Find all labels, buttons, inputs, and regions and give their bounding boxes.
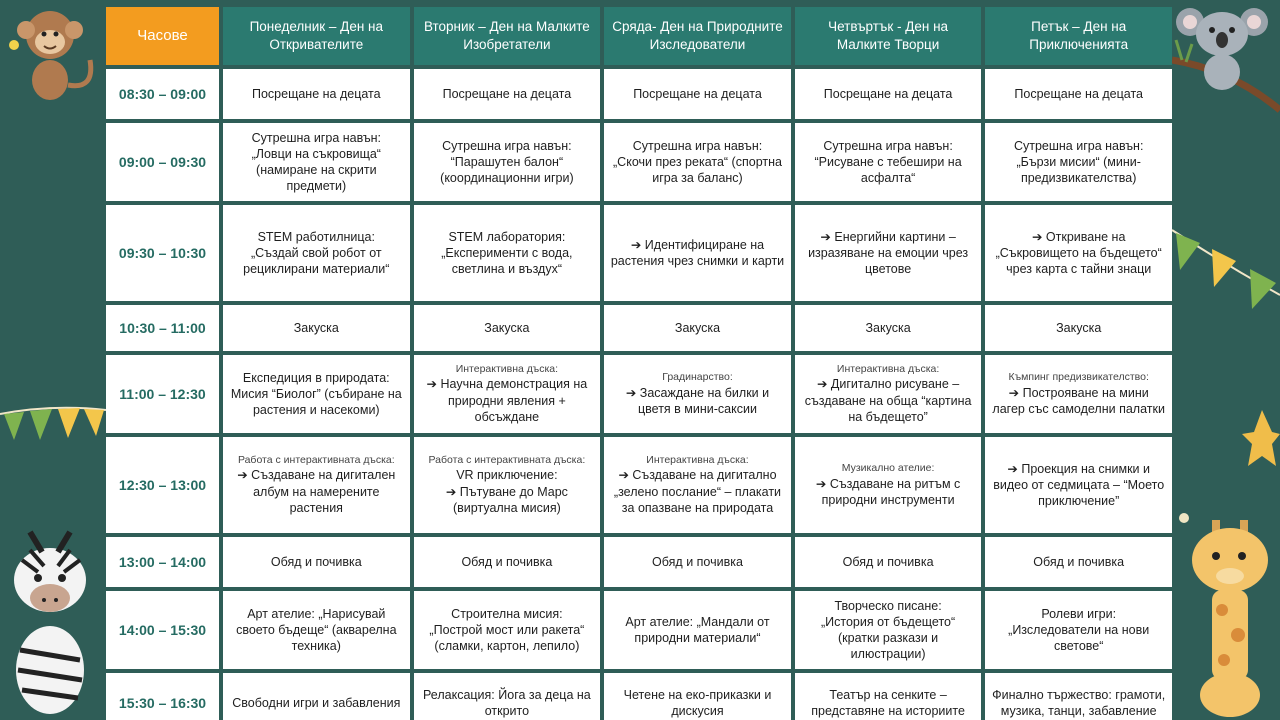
bunting-icon: [1172, 225, 1280, 335]
activity-text: Закуска: [484, 320, 530, 335]
activity-text: Закуска: [293, 320, 339, 335]
activity-text: ➔ Откриване на „Съкровището на бъдещето“ чрез карта с тайни знаци: [995, 229, 1162, 277]
activity-cell: [414, 673, 601, 720]
activity-text: VR приключение:: [456, 468, 558, 483]
activity-cell: [414, 537, 601, 587]
activity-text: Свободни игри и забавления: [232, 695, 401, 710]
activity-text: Театър на сенките – представяне на историите: [811, 687, 965, 718]
time-column-header: Часове: [106, 7, 219, 65]
activity-text: ➔ Проекция на снимки и видео от седмицата – “Моето приключение”: [993, 461, 1165, 509]
activity-text: „Създай свой робот от рециклирани материали“: [243, 245, 390, 277]
activity-text: ➔ Създаване на ритъм с природни инструменти: [815, 476, 961, 507]
activity-text: ➔ Научна демонстрация на природни явления + обсъждане: [426, 377, 588, 424]
activity-subtitle: Градинарство:: [662, 370, 733, 383]
activity-subtitle: Музикално ателие:: [841, 461, 935, 474]
activity-text: ➔ Дигитално рисуване – създаване на обща “картина на бъдещето”: [804, 377, 972, 424]
time-slot: 09:30 – 10:30: [106, 205, 219, 301]
time-slot: 14:00 – 15:30: [106, 591, 219, 669]
activity-text: Сутрешна игра навън:: [1013, 138, 1144, 153]
activity-text: ➔ Създаване на дигитален албум на намерените растения: [237, 468, 396, 515]
activity-text: “Рисуване с тебешири на асфалта“: [814, 154, 962, 186]
activity-cell: [223, 591, 410, 669]
activity-cell: [414, 205, 601, 301]
activity-text: Сутрешна игра навън:: [632, 138, 763, 153]
activity-cell: [223, 355, 410, 433]
activity-cell: [604, 355, 791, 433]
activity-text: „Бързи мисии“ (мини-предизвикателства): [1016, 154, 1141, 186]
activity-cell: [795, 305, 982, 351]
activity-text: „Построй мост или ракета“ (сламки, картон, лепило): [429, 622, 585, 654]
activity-cell: [223, 123, 410, 201]
activity-text: Арт ателие: „Мандали от природни материали“: [625, 614, 770, 645]
activity-cell: [985, 355, 1172, 433]
activity-cell: [414, 305, 601, 351]
activity-cell: [223, 205, 410, 301]
activity-text: ➔ Създаване на дигитално „зелено послание“ – плакати за опазване на природата: [613, 468, 782, 515]
bunting-icon: [0, 400, 106, 460]
activity-text: Строителна мисия:: [451, 606, 563, 621]
activity-subtitle: Работа с интерактивната дъска:: [237, 453, 395, 466]
activity-text: Обяд и почивка: [270, 554, 362, 569]
activity-text: Сутрешна игра навън:: [442, 138, 572, 153]
activity-cell: [604, 537, 791, 587]
activity-subtitle: Интерактивна дъска:: [455, 362, 559, 375]
day-header: Вторник – Ден на Малките Изобретатели: [414, 7, 601, 65]
star-icon: [1242, 410, 1280, 466]
activity-text: „История от бъдещето“ (кратки разкази и илюстрации): [821, 614, 956, 662]
koala-icon: [1172, 0, 1280, 130]
activity-text: „Ловци на съкровища“ (намиране на скрити предмети): [251, 146, 381, 194]
activity-text: ➔ Енергийни картини – изразяване на емоции чрез цветове: [808, 229, 969, 277]
activity-cell: [985, 437, 1172, 533]
activity-text: ➔ Пътуване до Марс (виртуална мисия): [445, 484, 568, 515]
day-header: Понеделник – Ден на Откривателите: [223, 7, 410, 65]
day-header: Четвъртък - Ден на Малките Творци: [795, 7, 982, 65]
activity-text: Арт ателие: „Нарисувай своето бъдеще“ (акварелна техника): [236, 606, 397, 654]
activity-cell: [985, 537, 1172, 587]
activity-cell: [985, 69, 1172, 119]
activity-cell: [223, 305, 410, 351]
activity-text: Обяд и почивка: [842, 554, 934, 569]
activity-cell: [795, 537, 982, 587]
activity-cell: [414, 355, 601, 433]
zebra-icon: [0, 520, 106, 720]
activity-text: Посрещане на децата: [823, 86, 953, 101]
activity-text: Експедиция в природата:: [242, 370, 390, 385]
activity-cell: [985, 205, 1172, 301]
giraffe-icon: [1172, 410, 1280, 720]
activity-text: Сутрешна игра навън:: [251, 130, 382, 145]
activity-text: Закуска: [865, 320, 911, 335]
activity-text: STEM лаборатория:: [448, 229, 566, 244]
activity-subtitle: Интерактивна дъска:: [646, 453, 749, 466]
day-header: Петък – Ден на Приключенията: [985, 7, 1172, 65]
activity-text: Четене на еко-приказки и дискусия: [623, 687, 772, 718]
activity-text: STEM работилница:: [257, 229, 375, 244]
activity-text: ➔ Идентифициране на растения чрез снимки и карти: [610, 237, 785, 268]
activity-text: „Експерименти с вода, светлина и въздух“: [441, 245, 573, 277]
time-slot: 09:00 – 09:30: [106, 123, 219, 201]
monkey-icon: [0, 0, 106, 110]
activity-cell: [223, 69, 410, 119]
time-slot: 08:30 – 09:00: [106, 69, 219, 119]
activity-cell: [604, 673, 791, 720]
activity-text: Финално тържество: грамоти, музика, танци, забавление: [992, 687, 1166, 718]
time-slot: 11:00 – 12:30: [106, 355, 219, 433]
activity-text: Релаксация: Йога за деца на открито: [423, 687, 591, 718]
time-slot: 15:30 – 16:30: [106, 673, 219, 720]
activity-cell: [223, 437, 410, 533]
activity-cell: [604, 591, 791, 669]
time-slot: 12:30 – 13:00: [106, 437, 219, 533]
activity-cell: [414, 123, 601, 201]
activity-cell: [795, 69, 982, 119]
activity-cell: [795, 205, 982, 301]
activity-cell: [985, 591, 1172, 669]
activity-text: Закуска: [674, 320, 721, 335]
activity-cell: [985, 123, 1172, 201]
activity-text: Посрещане на децата: [633, 86, 762, 101]
activity-text: „Скочи през реката“ (спортна игра за баланс): [613, 154, 782, 186]
activity-cell: [604, 69, 791, 119]
activity-cell: [414, 437, 601, 533]
activity-text: Ролеви игри:: [1041, 606, 1117, 621]
activity-text: Сутрешна игра навън:: [823, 138, 953, 153]
activity-cell: [604, 123, 791, 201]
activity-cell: [223, 673, 410, 720]
activity-text: Обяд и почивка: [1033, 554, 1125, 569]
activity-text: Мисия “Биолог” (събиране на растения и насекоми): [230, 386, 402, 418]
activity-text: Посрещане на децата: [1014, 86, 1143, 101]
day-header: Сряда- Ден на Природните Изследователи: [604, 7, 791, 65]
activity-subtitle: Къмпинг предизвикателство:: [1008, 370, 1149, 383]
activity-text: “Парашутен балон“ (координационни игри): [440, 154, 574, 186]
activity-text: ➔ Построяване на мини лагер със самоделни палатки: [992, 385, 1165, 416]
activity-cell: [795, 591, 982, 669]
time-slot: 10:30 – 11:00: [106, 305, 219, 351]
activity-cell: [223, 537, 410, 587]
activity-cell: [985, 305, 1172, 351]
activity-cell: [795, 355, 982, 433]
activity-cell: [795, 673, 982, 720]
activity-subtitle: Интерактивна дъска:: [836, 362, 940, 375]
activity-text: Посрещане на децата: [442, 86, 572, 101]
activity-text: Посрещане на децата: [251, 86, 381, 101]
activity-cell: [604, 205, 791, 301]
time-slot: 13:00 – 14:00: [106, 537, 219, 587]
activity-cell: [604, 305, 791, 351]
activity-cell: [414, 69, 601, 119]
activity-text: Обяд и почивка: [461, 554, 553, 569]
activity-cell: [795, 437, 982, 533]
activity-cell: [604, 437, 791, 533]
activity-text: Закуска: [1056, 320, 1102, 335]
activity-text: Творческо писане:: [834, 598, 942, 613]
activity-cell: [985, 673, 1172, 720]
activity-text: „Изследователи на нови светове“: [1008, 622, 1150, 654]
activity-cell: [795, 123, 982, 201]
schedule-table: [106, 7, 1172, 718]
activity-text: ➔ Засаждане на билки и цветя в мини-саксии: [625, 385, 770, 416]
activity-subtitle: Работа с интерактивната дъска:: [428, 453, 586, 466]
activity-text: Обяд и почивка: [652, 554, 743, 569]
activity-cell: [414, 591, 601, 669]
